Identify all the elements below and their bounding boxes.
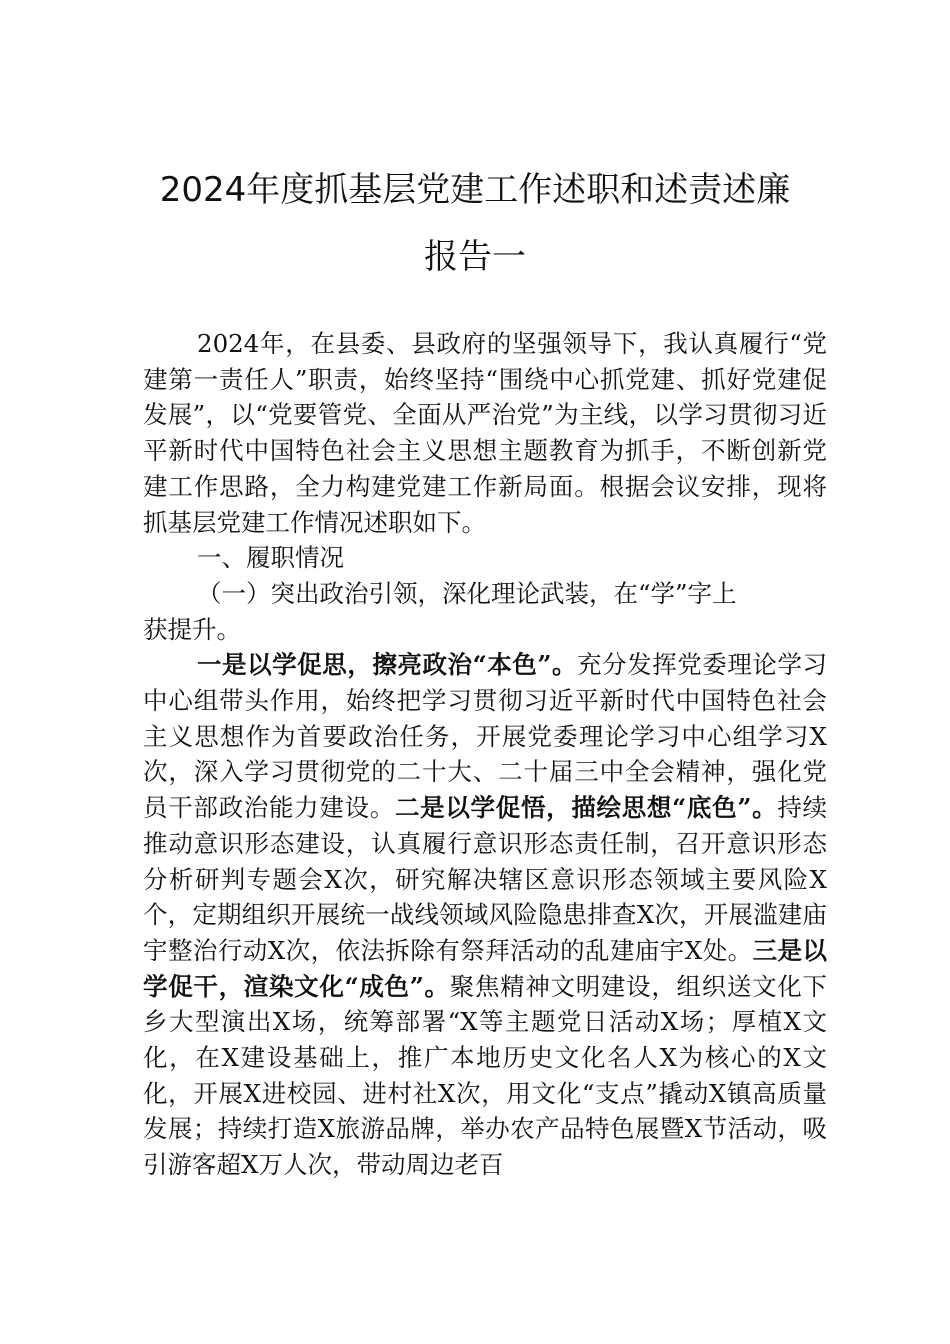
subsection-heading-line-1: （一）突出政治引领，深化理论武装，在“学”字上 xyxy=(197,578,737,608)
section-heading: 一、履职情况 xyxy=(197,543,344,573)
subsection-heading xyxy=(143,576,827,647)
subsection-heading-line-2: 获提升。 xyxy=(143,614,241,644)
document-body xyxy=(143,326,827,1183)
lead-phrase-1: 一是以学促思，擦亮政治“本色”。 xyxy=(197,650,578,680)
lead-phrase-3: 三是以学促干，渲染文化“成色”。 xyxy=(143,935,827,1001)
paragraph-text-3: 聚焦精神文明建设，组织送文化下乡大型演出X场，统筹部署“X等主题党日活动X场；厚植X文化，在X建设基础上，推广本地历史文化名人X为核心的X文化，开展X进校园、进村社X次，用文化“支点”撬动X镇高质量发展；持续打造X旅游品牌，举办农产品特色展暨X节活动，吸引游客超X万人次，带动周边老百 xyxy=(143,971,828,1180)
document-title-line-1: 2024年度抓基层党建工作述职和述责述廉 xyxy=(159,170,791,210)
intro-paragraph: 2024年，在县委、县政府的坚强领导下，我认真履行“党建第一责任人”职责，始终坚持“围绕中心抓党建、抓好党建促发展”，以“党要管党、全面从严治党”为主线，以学习贯彻习近平新时代中国特色社会主义思想主题教育为抓手，不断创新党建工作思路，全力构建党建工作新局面。根据会议安排，现将抓基层党建工作情况述职如下。 xyxy=(143,329,827,537)
document-title-line-2: 报告一 xyxy=(424,237,526,277)
paragraph-text-1: 充分发挥党委理论学习中心组带头作用，始终把学习贯彻习近平新时代中国特色社会主义思想作为首要政治任务，开展党委理论学习中心组学习X次，深入学习贯彻党的二十大、二十届三中全会精神，强化党员干部政治能力建设。 xyxy=(143,650,828,823)
body-paragraph xyxy=(143,647,827,1183)
paragraph-text-2: 持续推动意识形态建设，认真履行意识形态责任制，召开意识形态分析研判专题会X次，研究解决辖区意识形态领域主要风险X个，定期组织开展统一战线领域风险隐患排查X次，开展滥建庙宇整治行动X次，依法拆除有祭拜活动的乱建庙宇X处。 xyxy=(143,793,828,965)
lead-phrase-2: 二是以学促悟，描绘思想“底色”。 xyxy=(394,793,778,823)
